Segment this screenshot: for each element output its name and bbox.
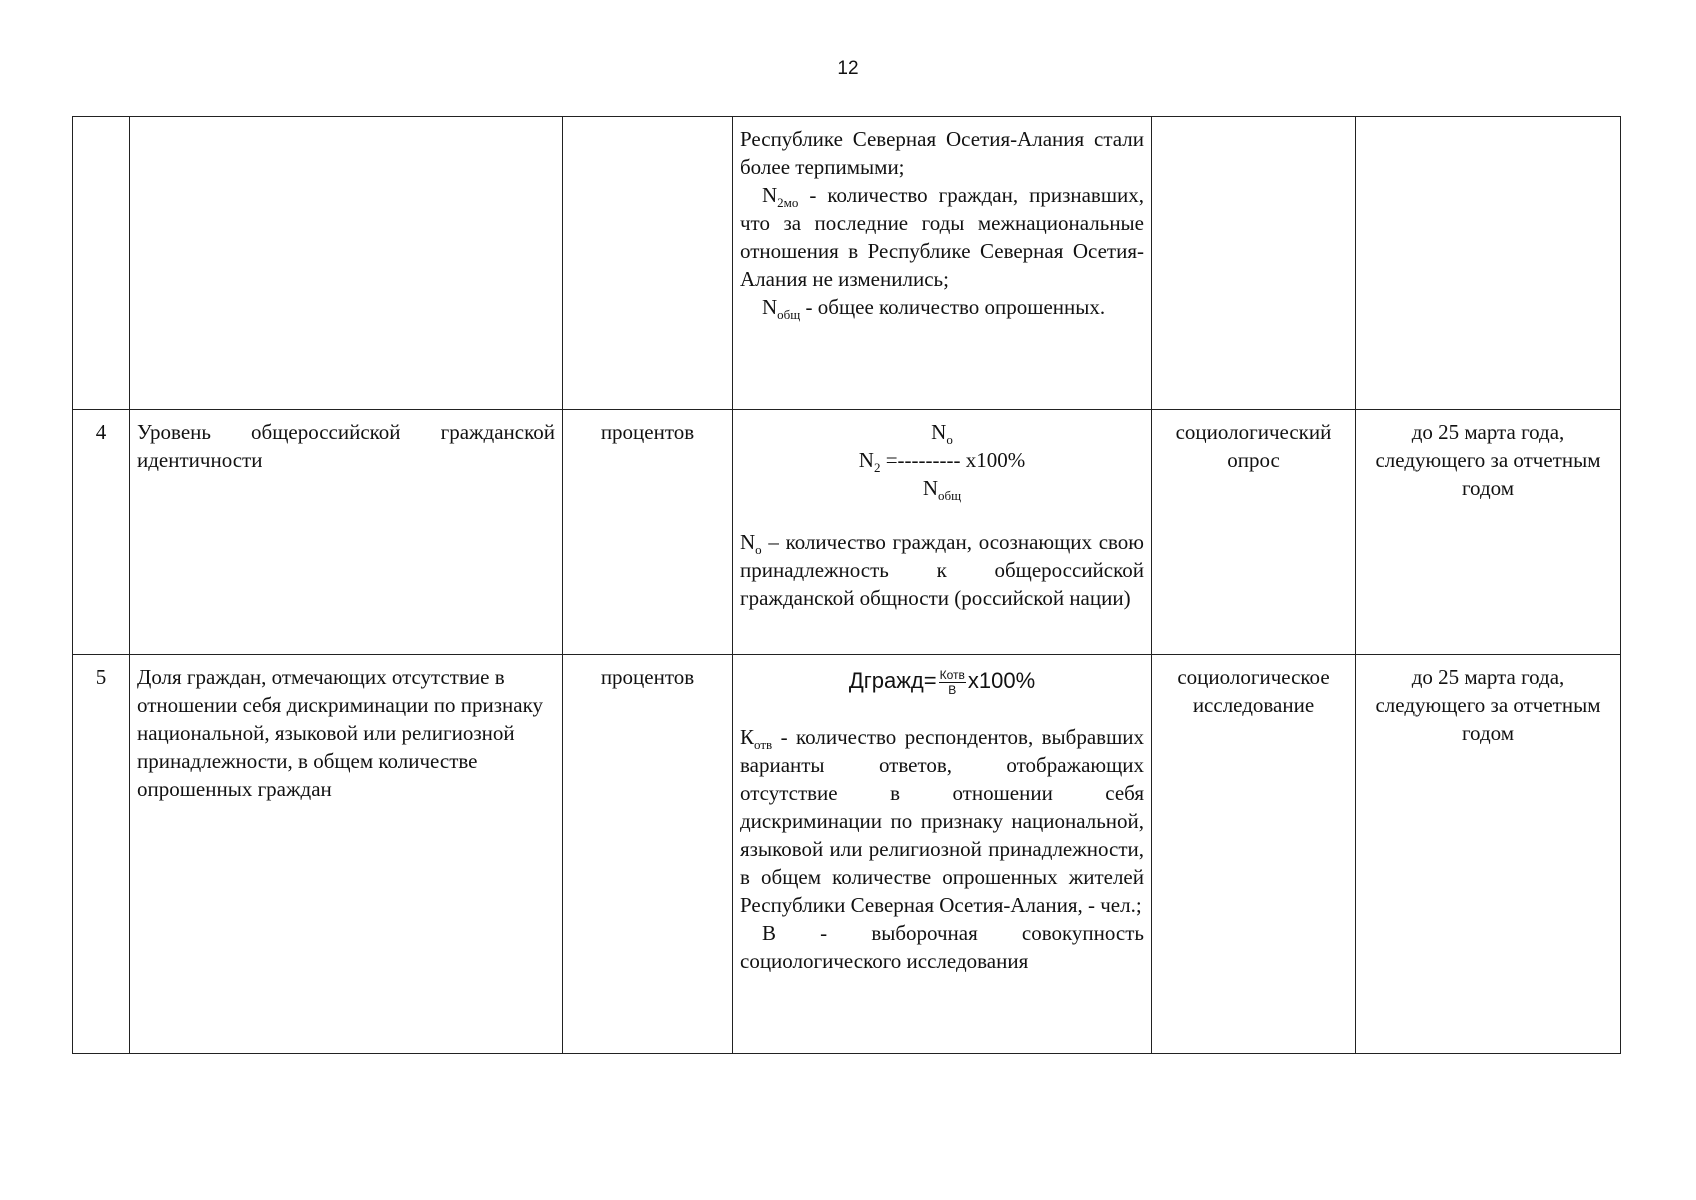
formula xyxy=(740,418,1144,502)
indicator-name-cell: Уровень общероссийской гражданской идентичности xyxy=(130,410,563,655)
variable-description: – количество граждан, осознающих свою принадлежность к общероссийской гражданской общности (российской нации) xyxy=(740,530,1144,610)
page-number: 12 xyxy=(837,58,859,79)
variable-definition xyxy=(740,723,1144,919)
variable-definition xyxy=(740,293,1144,321)
method-cell: социологическое исследование xyxy=(1152,655,1356,1054)
calculation-cell xyxy=(733,655,1152,1054)
deadline-cell: до 25 марта года, следующего за отчетным годом xyxy=(1356,655,1621,1054)
variable-symbol: N xyxy=(762,183,778,207)
unit-cell: процентов xyxy=(563,655,733,1054)
formula-denominator: $N_{общ}$ xyxy=(922,476,962,504)
deadline-cell: до 25 марта года, следующего за отчетным годом xyxy=(1356,410,1621,655)
fraction-numerator: Котв xyxy=(939,667,965,682)
variable-symbol: N xyxy=(740,530,756,554)
formula xyxy=(740,667,1144,697)
variable-subscript: о xyxy=(755,542,762,558)
row-number-cell xyxy=(73,117,130,410)
table-row xyxy=(73,655,1621,1054)
row-number-cell: 4 xyxy=(73,410,130,655)
formula-rhs: х100% xyxy=(967,668,1036,693)
calculation-cell xyxy=(733,410,1152,655)
variable-symbol: К xyxy=(740,724,755,749)
method-cell: социологический опрос xyxy=(1152,410,1356,655)
variable-symbol: В xyxy=(762,920,777,945)
variable-symbol: N xyxy=(762,295,778,319)
table-row xyxy=(73,117,1621,410)
unit-cell: процентов xyxy=(563,410,733,655)
indicator-name-cell xyxy=(130,117,563,410)
variable-subscript: общ xyxy=(777,307,801,323)
variable-definition xyxy=(740,919,1144,975)
calculation-cell xyxy=(733,117,1152,410)
variable-description: - количество респондентов, выбравших варианты ответов, отображающих отсутствие в отношении себя дискриминации по признаку национальной, языковой или религиозной принадлежности, в общем количестве опрошенных жителей Республики Северная Осетия-Алания, - чел.; xyxy=(740,724,1144,917)
deadline-cell xyxy=(1356,117,1621,410)
variable-definition xyxy=(740,181,1144,293)
formula-numerator: $N_о$ xyxy=(931,420,953,448)
indicator-name-cell: Доля граждан, отмечающих отсутствие в отношении себя дискриминации по признаку национальной, языковой или религиозной принадлежности, в общем количестве опрошенных граждан xyxy=(130,655,563,1054)
variable-definition xyxy=(740,528,1144,612)
method-cell xyxy=(1152,117,1356,410)
variable-description: - количество граждан, признавших, что за последние годы межнациональные отношения в Республике Северная Осетия-Алания не изменились; xyxy=(740,183,1144,291)
indicators-table xyxy=(72,116,1621,1054)
variable-description: - выборочная совокупность социологического исследования xyxy=(740,920,1144,973)
formula-fraction xyxy=(939,668,966,697)
table-row xyxy=(73,410,1621,655)
calc-intro-text: Республике Северная Осетия-Алания стали более терпимыми; xyxy=(740,127,1144,179)
variable-subscript: 2мо xyxy=(777,195,799,211)
variable-subscript: отв xyxy=(754,736,773,752)
formula-line: $N_2$ =--------- х100% xyxy=(858,448,1026,476)
variable-description: - общее количество опрошенных. xyxy=(805,295,1106,319)
unit-cell xyxy=(563,117,733,410)
row-number-cell: 5 xyxy=(73,655,130,1054)
fraction-denominator: В xyxy=(948,682,957,697)
formula-lhs: Дгражд= xyxy=(848,668,937,693)
